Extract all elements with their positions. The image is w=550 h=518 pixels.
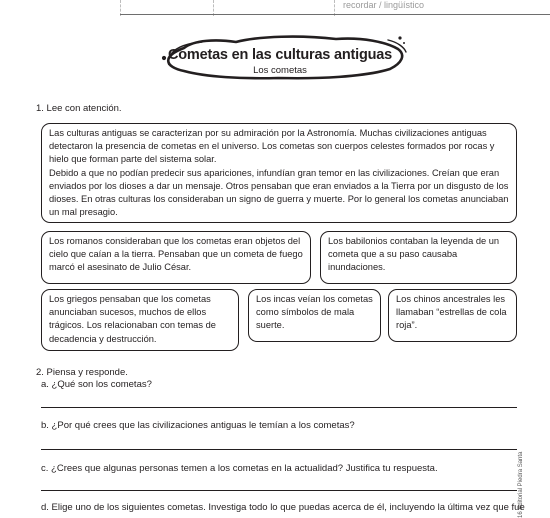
page-subtitle: Los cometas bbox=[253, 65, 307, 76]
header-rule bbox=[120, 14, 550, 15]
section-1-label: 1. Lee con atención. bbox=[36, 103, 122, 114]
section-2-label: 2. Piensa y responde. bbox=[36, 367, 128, 378]
question-d: d. Elige uno de los siguientes cometas. Investiga todo lo que puedas acerca de él, incluyendo la última vez que fue bbox=[41, 502, 525, 513]
babilonios-box bbox=[320, 231, 517, 284]
question-c: c. ¿Crees que algunas personas temen a los cometas en la actualidad? Justifica tu respuesta. bbox=[41, 463, 438, 474]
copyright-notice: 16 Editorial Piedra Santa bbox=[518, 451, 524, 518]
answer-line-b[interactable] bbox=[41, 449, 517, 450]
question-b: b. ¿Por qué crees que las civilizaciones antiguas le temían a los cometas? bbox=[41, 420, 355, 431]
babilonios-text: Los babilonios contaban la leyenda de un cometa que a su paso causaba inundaciones. bbox=[328, 236, 500, 273]
griegos-text: Los griegos pensaban que los cometas anunciaban sucesos, muchos de ellos trágicos. Los relacionaban con temas de decadencia y destrucción. bbox=[49, 294, 216, 344]
romanos-box bbox=[41, 231, 311, 284]
intelligence-tag: recordar / lingüístico bbox=[343, 0, 425, 10]
answer-line-c[interactable] bbox=[41, 490, 517, 491]
question-a: a. ¿Qué son los cometas? bbox=[41, 379, 152, 390]
incas-box bbox=[248, 289, 381, 342]
intro-text-box bbox=[41, 123, 517, 223]
griegos-box bbox=[41, 289, 239, 351]
page-title: Cometas en las culturas antiguas bbox=[167, 47, 393, 63]
answer-line-a[interactable] bbox=[41, 407, 517, 408]
chinos-text: Los chinos ancestrales les llamaban “estrellas de cola roja”. bbox=[396, 294, 507, 331]
intro-paragraph: Debido a que no podían predecir sus apariciones, infundían gran temor en las civilizaciones. Creían que eran enviados por los dioses a dar un mensaje. Otros pensaban que eran enviados a la Tierra por un disgusto de los dioses. En otras culturas los consideraban un signo de guerra y muerte. Por lo general los cometas anunciaban un mal presagio. bbox=[49, 167, 509, 218]
top-header-strip bbox=[0, 0, 550, 16]
incas-text: Los incas veían los cometas como símbolos de mala suerte. bbox=[256, 294, 373, 331]
intro-paragraph: Las culturas antiguas se caracterizan por su admiración por la Astronomía. Muchas civilizaciones antiguas detectaron la presencia de cometas en el universo. Los cometas son cuerpos celestes formados por rocas y hielo que forman parte del sistema solar. bbox=[49, 128, 495, 165]
chinos-box bbox=[388, 289, 517, 342]
romanos-text: Los romanos consideraban que los cometas eran objetos del cielo que caían a la tierra. Pensaban que un cometa de fuego marcó el asesinato de Julio César. bbox=[49, 236, 303, 273]
title-cloud bbox=[150, 30, 410, 85]
